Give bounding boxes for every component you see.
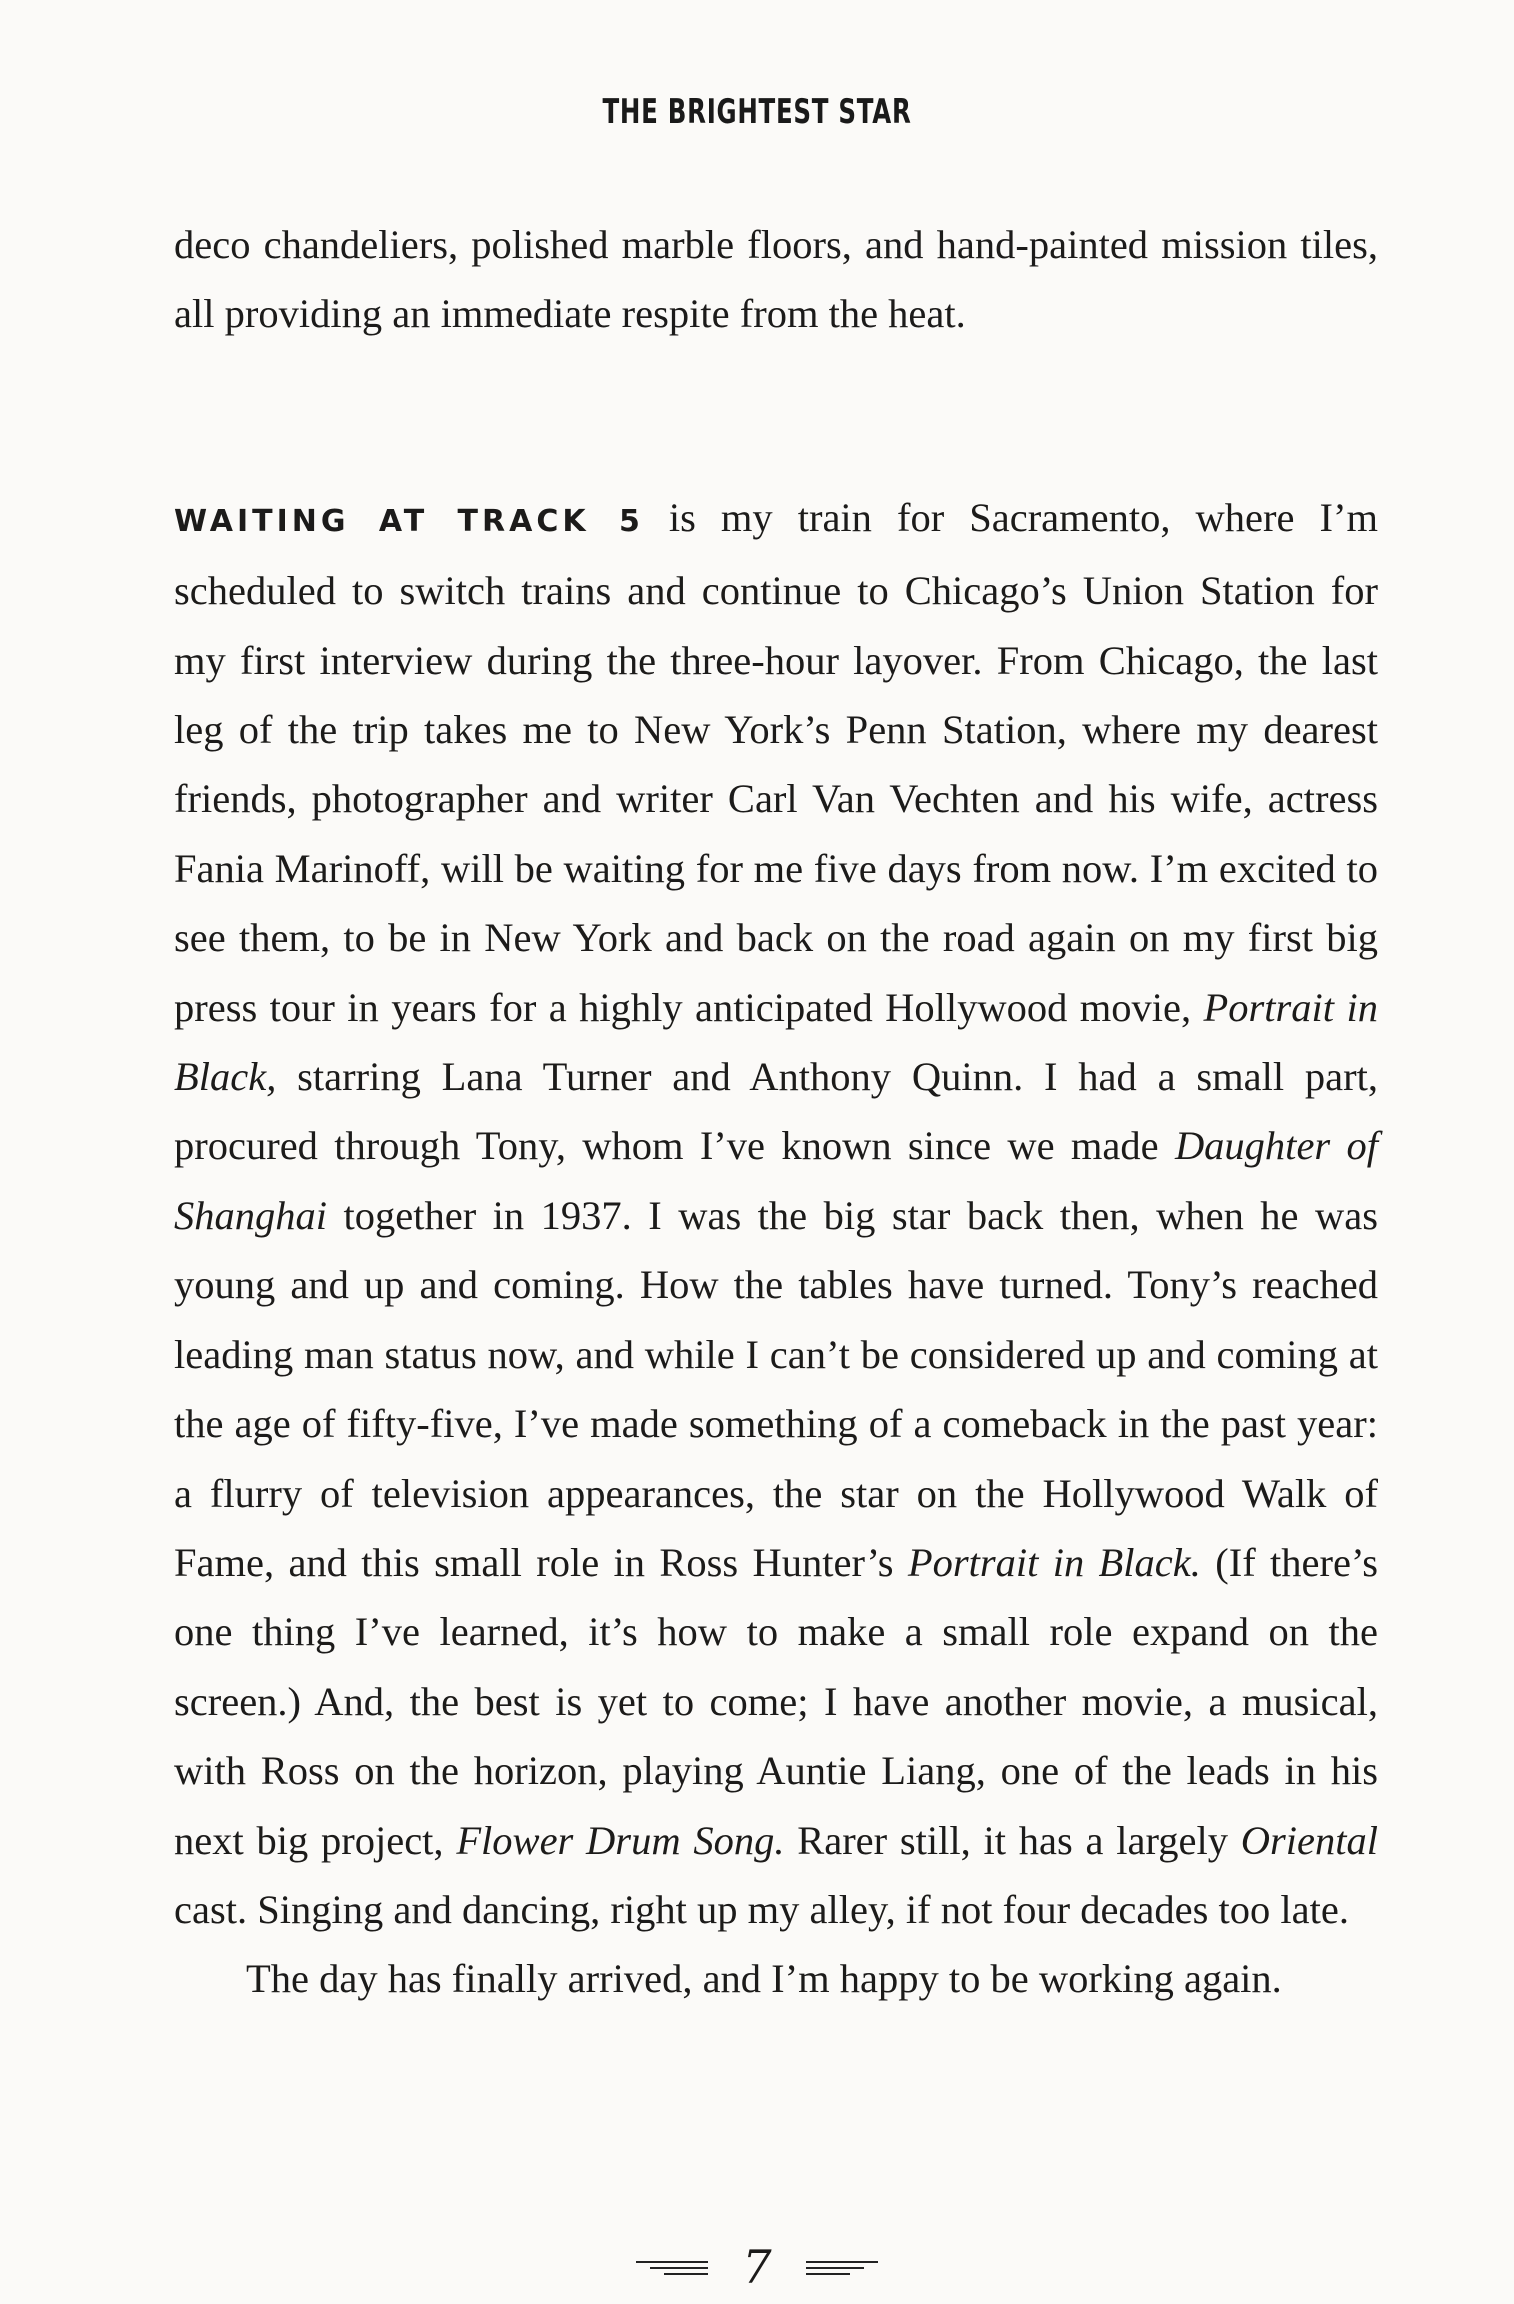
- folio-ornament-right: [806, 2258, 878, 2276]
- body-text: [174, 210, 1378, 2014]
- running-head: THE BRIGHTEST STAR: [602, 92, 912, 132]
- paragraph-2: [174, 483, 1378, 1945]
- paragraph-2-text: starring Lana Turner and Anthony Quinn. I had a small part, procured through Tony, whom I’ve known since we made: [174, 1054, 1378, 1169]
- folio-ornament-left: [636, 2258, 708, 2276]
- paragraph-2-text: together in 1937. I was the big star back then, when he was young and up and coming. How the tables have turned. Tony’s reached leading man status now, and while I can’t be considered up and coming at the age of fifty-five, I’ve made something of a comeback in the past year: a flurry of television appearances, the star on the Hollywood Walk of Fame, and this small role in Ross Hunter’s: [174, 1192, 1378, 1585]
- paragraph-2-text: cast. Singing and dancing, right up my alley, if not four decades too late.: [174, 1886, 1349, 1932]
- paragraph-2-text: is my train for Sacramento, where I’m scheduled to switch trains and continue to Chicago’s Union Station for my first interview during the three-hour layover. From Chicago, the last leg of the trip takes me to New York’s Penn Station, where my dearest friends, photographer and writer Carl Van Vechten and his wife, actress Fania Marinoff, will be waiting for me five days from now. I’m excited to see them, to be in New York and back on the road again on my first big press tour in years for a highly anticipated Hollywood movie,: [174, 494, 1378, 1030]
- paragraph-3: The day has finally arrived, and I’m happy to be working again.: [246, 1956, 1282, 2002]
- page-number: 7: [742, 2240, 772, 2294]
- movie-title: Daughter of Shanghai: [174, 1123, 1378, 1238]
- movie-title: Portrait in Black,: [174, 984, 1378, 1100]
- folio: [0, 2238, 1514, 2292]
- movie-title: Flower Drum Song.: [456, 1817, 785, 1863]
- paragraph-2-text: Rarer still, it has a largely: [784, 1817, 1241, 1863]
- emphasis: Oriental: [1240, 1817, 1378, 1863]
- movie-title: Portrait in Black.: [907, 1539, 1201, 1585]
- paragraph-2-text: (If there’s one thing I’ve learned, it’s how to make a small role expand on the screen.) And, the best is yet to come; I have another movie, a musical, with Ross on the horizon, playing Auntie Liang, one of the leads in his next big project,: [174, 1539, 1378, 1863]
- section-lead-in: WAITING AT TRACK 5: [174, 503, 644, 539]
- paragraph-1: deco chandeliers, polished marble floors, and hand-painted mission tiles, all providing an immediate respite from the heat.: [174, 222, 1378, 337]
